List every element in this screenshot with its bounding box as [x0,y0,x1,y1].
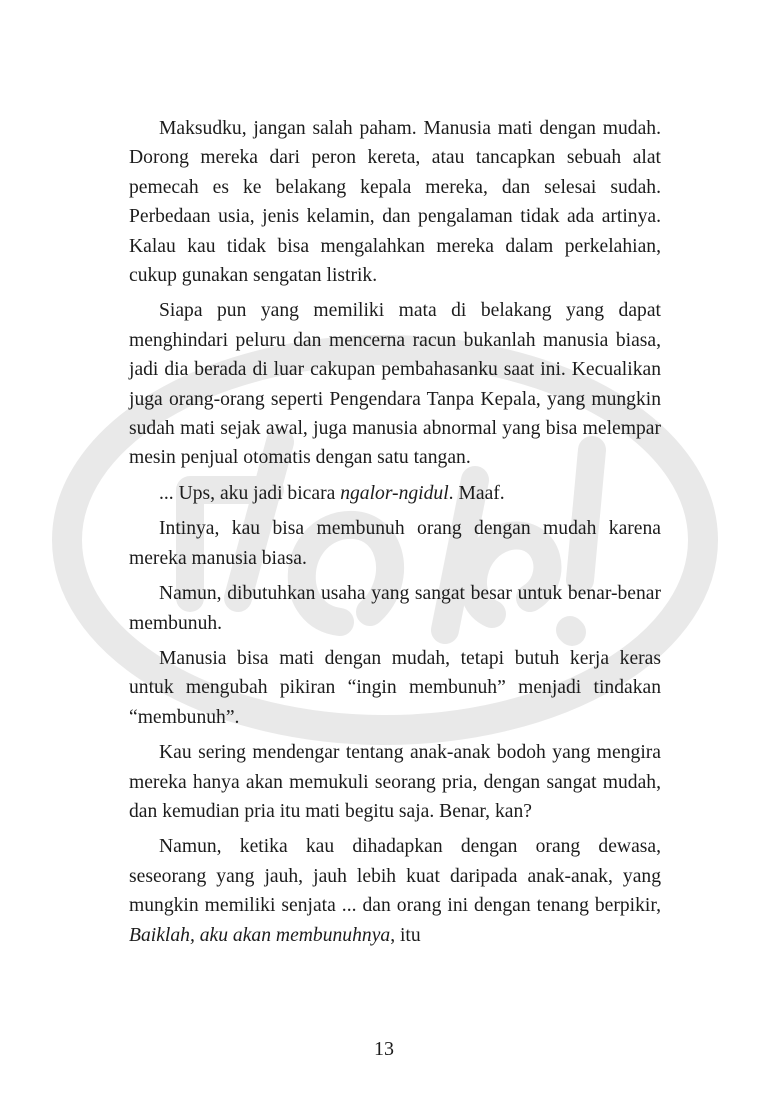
paragraph [129,114,661,290]
text-run: Namun, dibutuhkan usaha yang sangat besar untuk benar-benar membunuh. [129,583,661,634]
text-run: Intinya, kau bisa membunuh orang dengan mudah karena mereka manusia biasa. [129,518,661,569]
paragraph [129,832,661,950]
text-run: Siapa pun yang memiliki mata di belakang yang dapat menghindari peluru dan mencerna racun bukanlah manusia biasa, jadi dia berada di luar cakupan pembahasanku saat ini. Kecualikan juga orang-orang seperti Pengendara Tanpa Kepala, yang mungkin sudah mati sejak awal, juga manusia abnormal yang bisa melempar mesin penjual otomatis dengan satu tangan. [129,300,661,469]
text-run: , itu [390,924,421,946]
text-run: Maksudku, jangan salah paham. Manusia mati dengan mudah. Dorong mereka dari peron kereta, atau tancapkan sebuah alat pemecah es ke belakang kepala mereka, dan selesai sudah. Perbedaan usia, jenis kelamin, dan pengalaman tidak ada artinya. Kalau kau tidak bisa mengalahkan mereka dalam perkelahian, cukup gunakan sengatan listrik. [129,118,661,287]
paragraph [129,514,661,573]
italic-text: Baiklah, aku akan membunuhnya [129,924,391,946]
paragraph [129,579,661,638]
book-page-body [129,114,661,956]
text-run: ... Ups, aku jadi bicara [159,482,341,504]
paragraph [129,644,661,732]
italic-text: ngalor-ngidul [340,482,449,504]
text-run: Manusia bisa mati dengan mudah, tetapi butuh kerja keras untuk mengubah pikiran “ingin membunuh” menjadi tindakan “membunuh”. [129,647,661,728]
page-number: 13 [374,1038,394,1060]
paragraph [129,738,661,826]
text-run: . Maaf. [448,482,505,504]
paragraph [129,296,661,472]
text-run: Kau sering mendengar tentang anak-anak bodoh yang mengira mereka hanya akan memukuli seorang pria, dengan sangat mudah, dan kemudian pria itu mati begitu saja. Benar, kan? [129,742,661,822]
paragraph [129,479,661,508]
text-run: Namun, ketika kau dihadapkan dengan orang dewasa, seseorang yang jauh, jauh lebih kuat daripada anak-anak, yang mungkin memiliki senjata ... dan orang ini dengan tenang berpikir, [129,836,661,917]
